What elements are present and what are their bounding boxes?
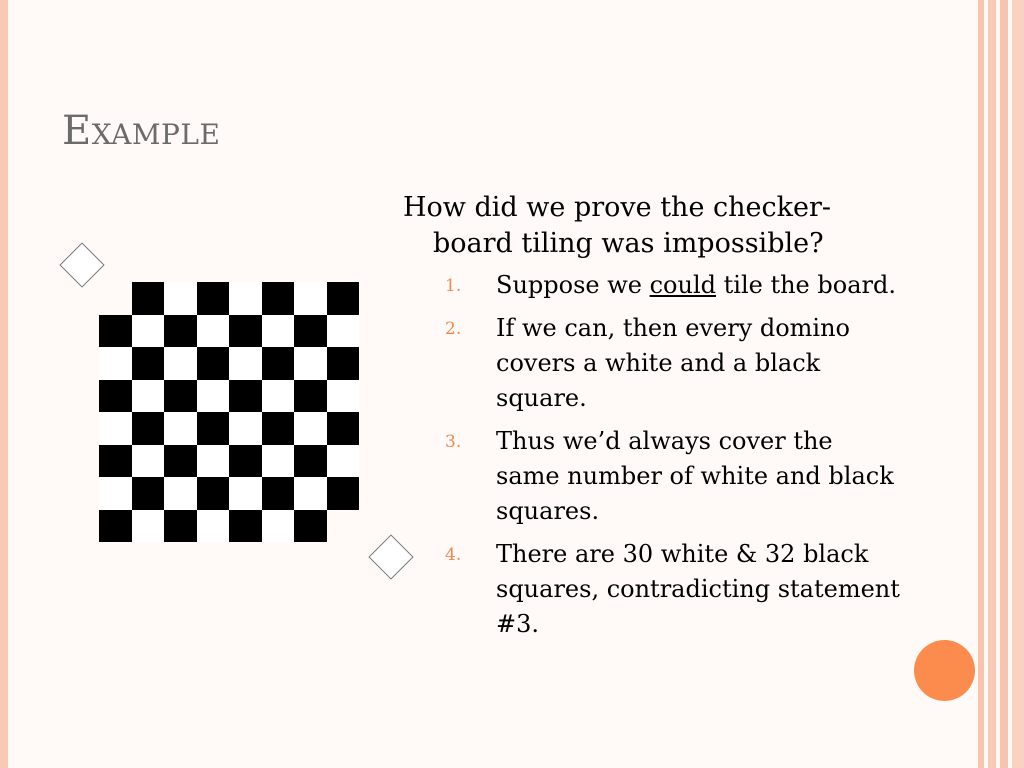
checkerboard bbox=[99, 282, 359, 542]
step-text: Thus we’d always cover the same number of white and black squares. bbox=[496, 427, 894, 525]
black-square bbox=[197, 412, 230, 445]
white-square bbox=[229, 347, 262, 380]
white-square bbox=[197, 445, 230, 478]
white-square bbox=[164, 412, 197, 445]
white-square bbox=[132, 315, 165, 348]
steps-list bbox=[403, 268, 903, 642]
white-square bbox=[164, 347, 197, 380]
black-square bbox=[132, 412, 165, 445]
removed-square bbox=[327, 510, 360, 543]
black-square bbox=[262, 347, 295, 380]
slide-body bbox=[403, 190, 903, 650]
black-square bbox=[262, 477, 295, 510]
white-square bbox=[132, 445, 165, 478]
black-square bbox=[229, 510, 262, 543]
black-square bbox=[229, 445, 262, 478]
white-square bbox=[197, 315, 230, 348]
step-text: If we can, then every domino covers a white and a black square. bbox=[496, 314, 850, 412]
white-square bbox=[229, 282, 262, 315]
decorative-circle bbox=[914, 640, 975, 701]
black-square bbox=[327, 282, 360, 315]
white-square bbox=[99, 347, 132, 380]
step-number: 4. bbox=[445, 545, 462, 565]
removed-square-top-left bbox=[59, 242, 104, 287]
black-square bbox=[294, 510, 327, 543]
white-square bbox=[327, 315, 360, 348]
emphasis-word: could bbox=[649, 271, 716, 299]
white-square bbox=[262, 315, 295, 348]
black-square bbox=[327, 347, 360, 380]
white-square bbox=[99, 477, 132, 510]
removed-square bbox=[99, 282, 132, 315]
black-square bbox=[294, 445, 327, 478]
step-number: 1. bbox=[445, 276, 462, 296]
white-square bbox=[132, 380, 165, 413]
black-square bbox=[294, 315, 327, 348]
black-square bbox=[164, 315, 197, 348]
left-border-stripe bbox=[0, 0, 8, 768]
step-text: There are 30 white & 32 black squares, contradicting statement #3. bbox=[496, 540, 900, 638]
white-square bbox=[262, 510, 295, 543]
list-item bbox=[403, 311, 903, 416]
step-number: 3. bbox=[445, 432, 462, 452]
white-square bbox=[294, 347, 327, 380]
black-square bbox=[327, 477, 360, 510]
slide-title: Example bbox=[62, 108, 221, 154]
black-square bbox=[197, 347, 230, 380]
black-square bbox=[294, 380, 327, 413]
white-square bbox=[327, 380, 360, 413]
black-square bbox=[164, 510, 197, 543]
black-square bbox=[229, 315, 262, 348]
black-square bbox=[164, 380, 197, 413]
white-square bbox=[99, 412, 132, 445]
step-text: Suppose we bbox=[496, 271, 650, 299]
list-item bbox=[403, 268, 903, 303]
white-square bbox=[197, 380, 230, 413]
black-square bbox=[229, 380, 262, 413]
black-square bbox=[164, 445, 197, 478]
white-square bbox=[197, 510, 230, 543]
step-text: tile the board. bbox=[716, 271, 896, 299]
right-border-stripe bbox=[988, 0, 996, 768]
right-border-stripe bbox=[978, 0, 984, 768]
white-square bbox=[327, 445, 360, 478]
right-border-stripe bbox=[1012, 0, 1024, 768]
white-square bbox=[262, 380, 295, 413]
black-square bbox=[197, 477, 230, 510]
list-item bbox=[403, 424, 903, 529]
black-square bbox=[132, 282, 165, 315]
step-number: 2. bbox=[445, 319, 462, 339]
black-square bbox=[99, 510, 132, 543]
black-square bbox=[262, 412, 295, 445]
question-text: How did we prove the checker-board tiling was impossible? bbox=[403, 192, 831, 259]
black-square bbox=[327, 412, 360, 445]
white-square bbox=[229, 477, 262, 510]
white-square bbox=[132, 510, 165, 543]
black-square bbox=[132, 477, 165, 510]
black-square bbox=[99, 380, 132, 413]
white-square bbox=[164, 477, 197, 510]
black-square bbox=[99, 445, 132, 478]
black-square bbox=[197, 282, 230, 315]
white-square bbox=[294, 412, 327, 445]
white-square bbox=[229, 412, 262, 445]
white-square bbox=[294, 282, 327, 315]
right-border-stripe bbox=[1000, 0, 1008, 768]
white-square bbox=[262, 445, 295, 478]
white-square bbox=[164, 282, 197, 315]
black-square bbox=[132, 347, 165, 380]
white-square bbox=[294, 477, 327, 510]
list-item bbox=[403, 537, 903, 642]
black-square bbox=[262, 282, 295, 315]
black-square bbox=[99, 315, 132, 348]
